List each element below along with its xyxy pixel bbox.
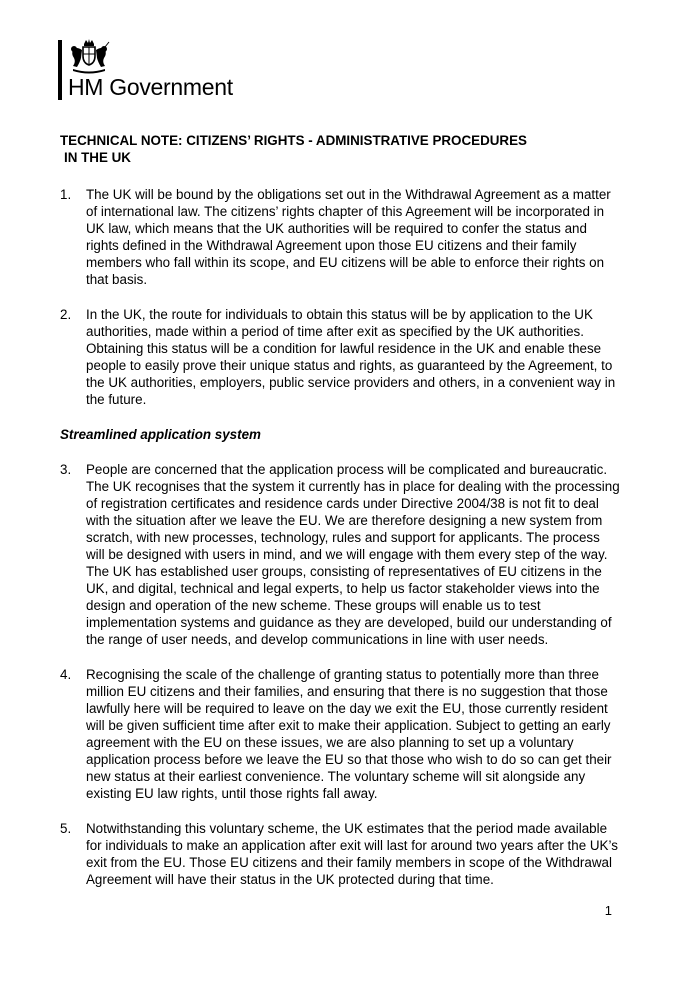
paragraph-number: 5. xyxy=(60,821,72,836)
paragraph-number: 1. xyxy=(60,187,72,202)
title-line-2: IN THE UK xyxy=(64,150,131,165)
paragraph-text: Notwithstanding this voluntary scheme, the UK estimates that the period made available for individuals to make an application after exit will last for around two years after the UK’s exit from the EU. Those EU citizens and their family members in scope of the Withdrawal Agreement will have their status in the UK protected during that time. xyxy=(86,821,618,887)
org-name: HM Government xyxy=(68,74,233,100)
paragraph-text: Recognising the scale of the challenge of granting status to potentially more than three million EU citizens and their families, and ensuring that there is no suggestion that those lawfully here will be required to leave on the day we exit the EU, those currently resident will be given sufficient time after exit to make their application. Subject to getting an early agreement with the EU on these issues, we are also planning to set up a voluntary application process before we leave the EU so that those who wish to do so can get their new status at their earliest convenience. The voluntary scheme will sit alongside any existing EU law rights, until those rights fall away. xyxy=(86,667,612,801)
paragraph-number: 4. xyxy=(60,667,72,682)
paragraph-5 xyxy=(60,820,620,888)
paragraph-4 xyxy=(60,666,620,802)
paragraph-text: People are concerned that the application process will be complicated and bureaucratic. The UK recognises that the system it currently has in place for dealing with the processing of registration certificates and residence cards under Directive 2004/38 is not fit to deal with the situation after we leave the EU. We are therefore designing a new system from scratch, with new processes, technology, rules and support for applicants. The process will be designed with users in mind, and we will engage with them every step of the way. The UK has established user groups, consisting of representatives of EU citizens in the UK, and digital, technical and legal experts, to help us factor stakeholder views into the design and operation of the new scheme. These groups will enable us to test implementation systems and guidance as they are developed, build our understanding of the range of user needs, and develop communications in line with user needs. xyxy=(86,462,620,647)
logo-rule xyxy=(58,40,62,100)
paragraph-1 xyxy=(60,186,620,288)
paragraph-number: 3. xyxy=(60,462,72,477)
royal-coat-of-arms-icon xyxy=(67,38,111,74)
document-body xyxy=(60,132,620,906)
section-heading: Streamlined application system xyxy=(60,427,261,442)
paragraph-number: 2. xyxy=(60,307,72,322)
paragraph-text: The UK will be bound by the obligations set out in the Withdrawal Agreement as a matter of international law. The citizens’ rights chapter of this Agreement will be incorporated in UK law, which means that the UK authorities will be required to confer the status and rights defined in the Withdrawal Agreement upon those EU citizens and their family members who fall within its scope, and EU citizens will be able to enforce their rights on that basis. xyxy=(86,187,611,287)
paragraph-3 xyxy=(60,461,620,648)
page-number: 1 xyxy=(604,903,612,918)
document-title xyxy=(60,132,620,166)
paragraph-text: In the UK, the route for individuals to obtain this status will be by application to the UK authorities, made within a period of time after exit as specified by the UK authorities. Obtaining this status will be a condition for lawful residence in the UK and enable these people to easily prove their unique status and rights, as guaranteed by the Agreement, to the UK authorities, employers, public service providers and others, in a convenient way in the future. xyxy=(86,307,616,407)
title-line-1: TECHNICAL NOTE: CITIZENS’ RIGHTS - ADMINISTRATIVE PROCEDURES xyxy=(60,133,527,148)
paragraph-2 xyxy=(60,306,620,408)
